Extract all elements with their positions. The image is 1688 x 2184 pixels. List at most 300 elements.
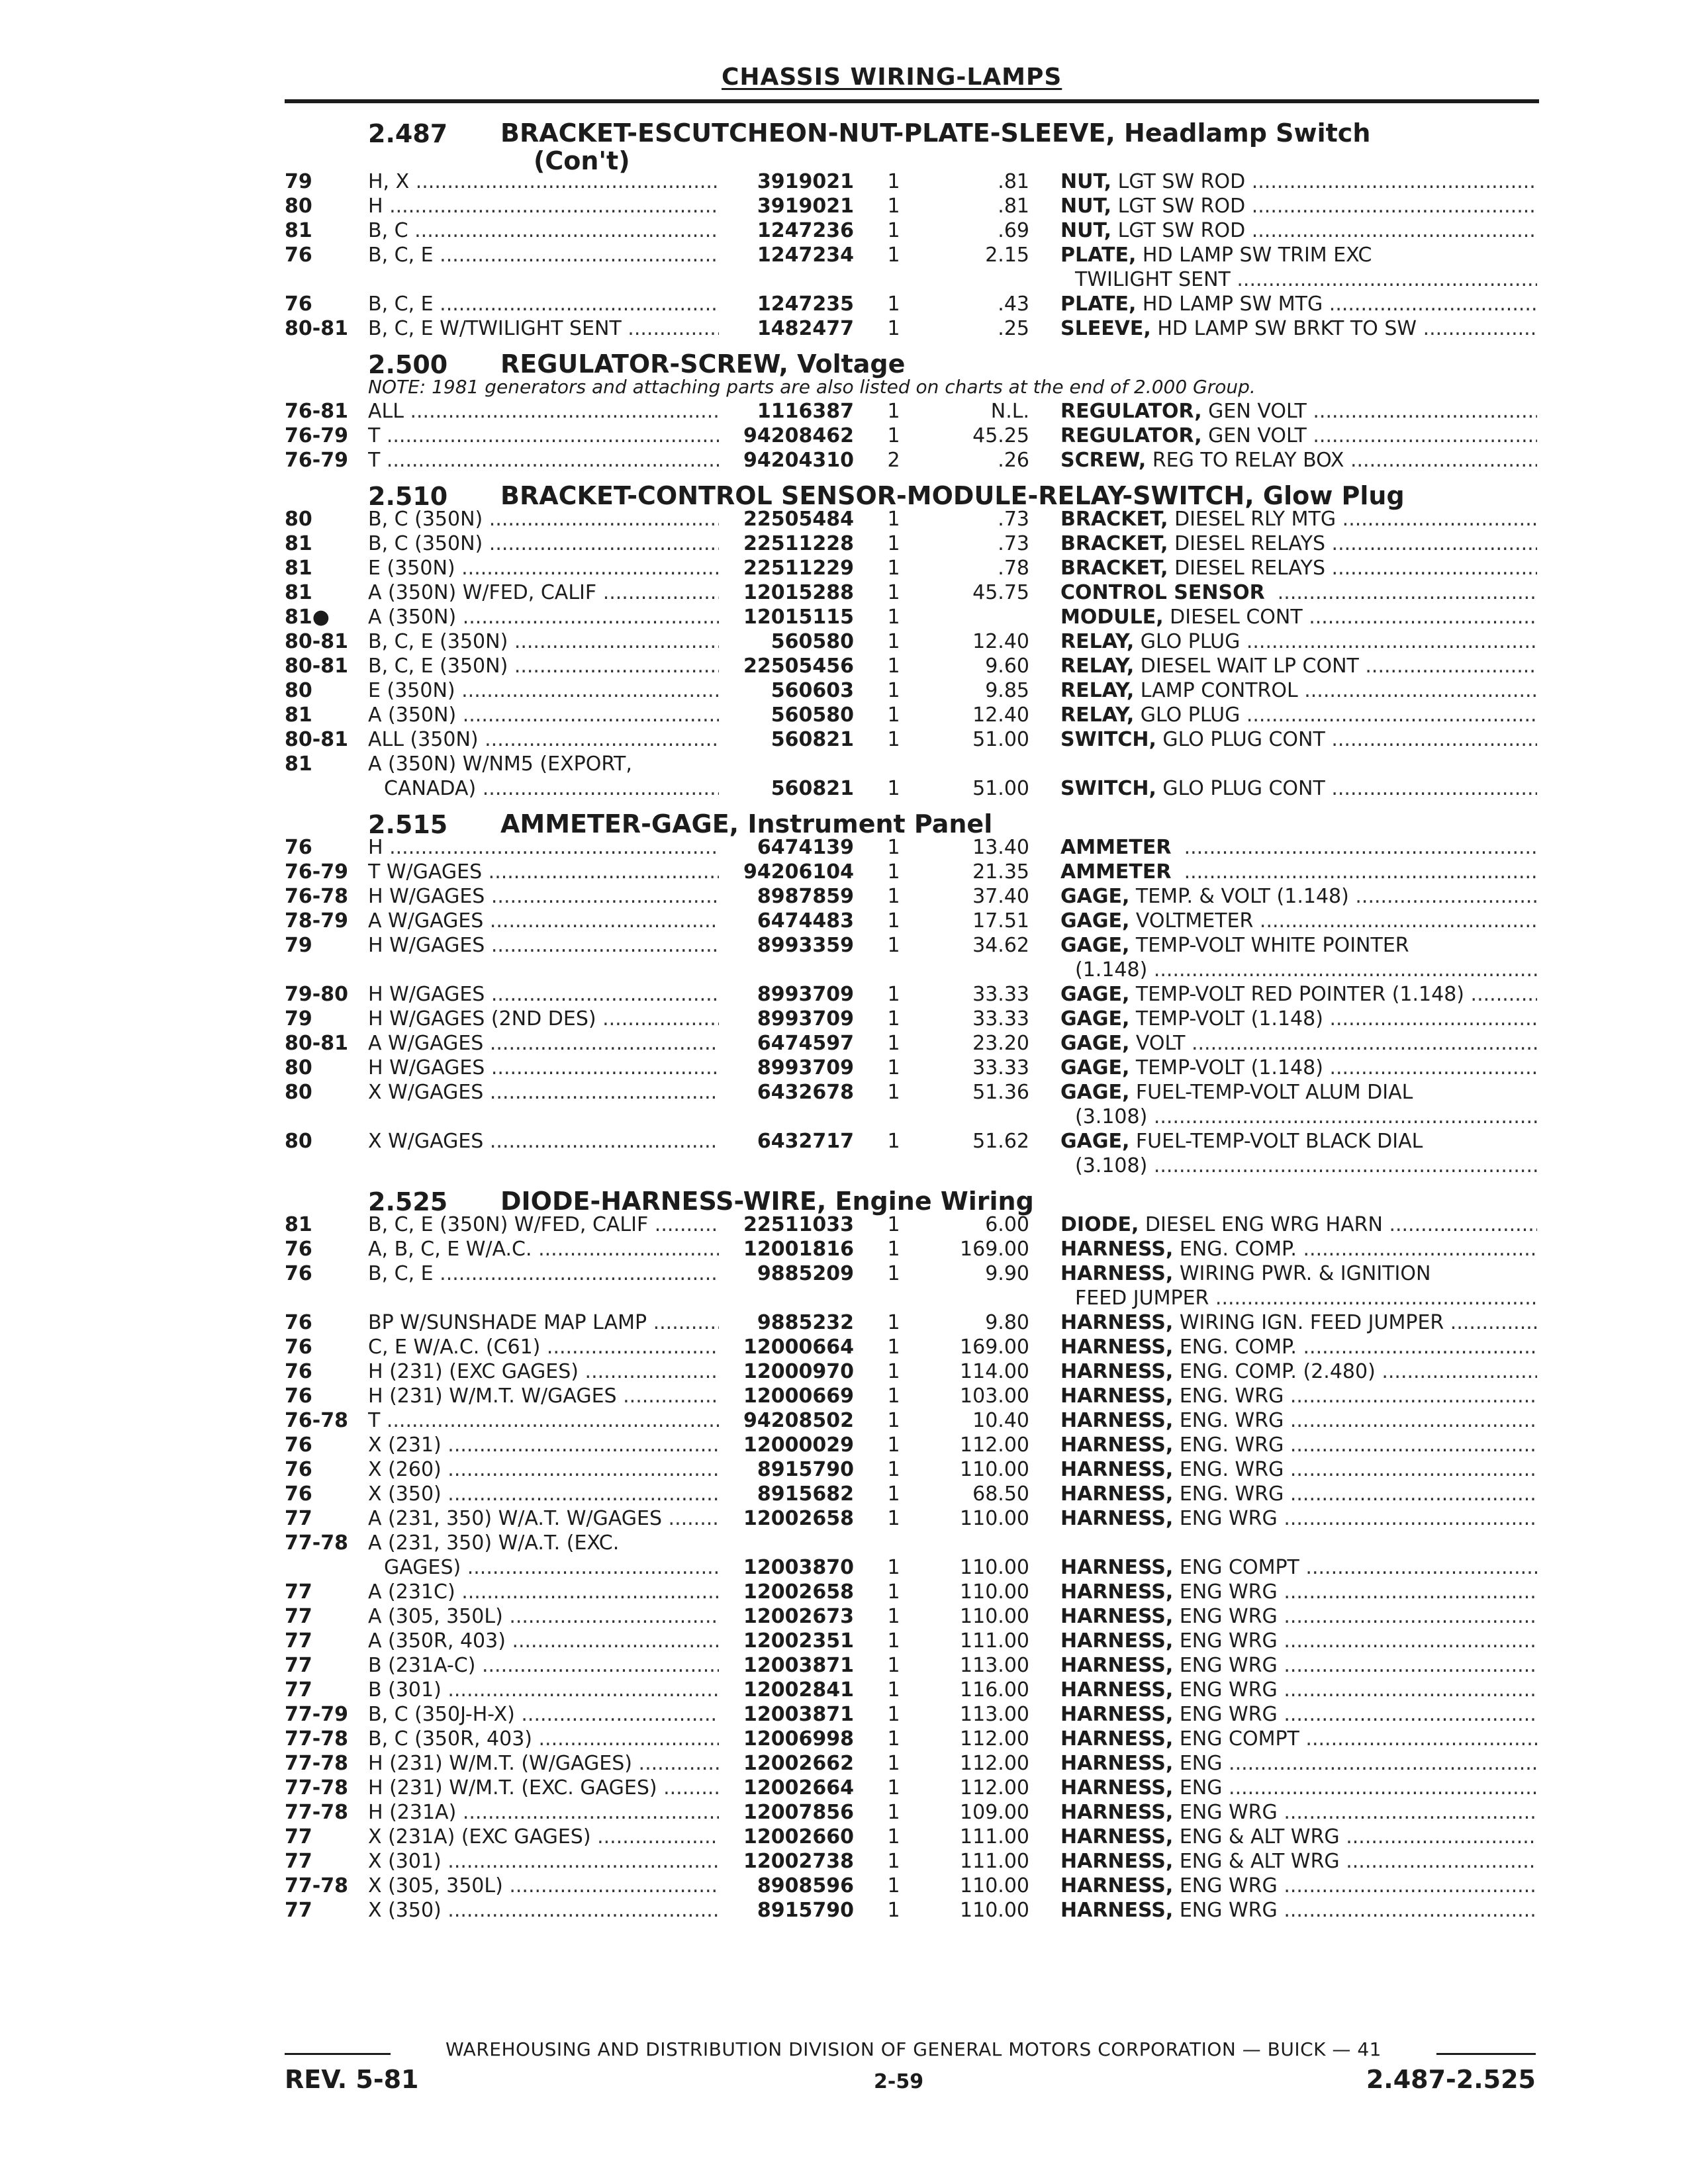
cell-description: [1060, 507, 1537, 531]
cell-price: 116.00: [960, 1678, 1029, 1702]
cell-price: 110.00: [960, 1874, 1029, 1897]
cell-model-text: H W/GAGES .....: [368, 1056, 719, 1079]
cell-quantity: 1: [887, 1752, 900, 1775]
cell-price: 21.35: [972, 860, 1029, 884]
cell-part-number: 12002841: [743, 1678, 854, 1702]
description-keyword: SLEEVE,: [1060, 317, 1151, 340]
cell-quantity: 1: [887, 1007, 900, 1030]
cell-model-text: A (231C) .....: [368, 1580, 719, 1604]
description-text: TEMP-VOLT RED POINTER (1.148): [1135, 983, 1465, 1006]
description-keyword: PLATE,: [1060, 244, 1137, 267]
cell-model-text: B, C (350N) .....: [368, 532, 719, 555]
footer-rule-left: [285, 2053, 391, 2055]
cell-description: [1060, 169, 1537, 194]
description-line1: [1060, 1556, 1537, 1579]
table-row: [0, 835, 1688, 860]
cell-price: 113.00: [960, 1654, 1029, 1677]
description-text: LGT SW ROD: [1117, 170, 1246, 193]
cell-year: 81: [285, 752, 312, 776]
section-title-main: AMMETER-GAGE,: [500, 809, 739, 839]
cell-description: [1060, 1751, 1537, 1776]
cell-description: [1060, 1212, 1537, 1237]
description-keyword: HARNESS,: [1060, 1874, 1174, 1897]
cell-quantity: 1: [887, 1629, 900, 1653]
cell-part-number: 12002664: [743, 1776, 854, 1799]
cell-quantity: 1: [887, 836, 900, 859]
cell-description: [1060, 1310, 1537, 1335]
section-title-qualifier: Headlamp Switch: [1124, 118, 1371, 148]
cell-year: 80-81: [285, 630, 348, 653]
description-text: ENG & ALT WRG: [1179, 1825, 1340, 1848]
cell-price: 23.20: [972, 1032, 1029, 1055]
cell-quantity: 1: [887, 1213, 900, 1236]
cell-model-text: X (301) .....: [368, 1850, 719, 1873]
description-text: WIRING PWR. & IGNITION: [1179, 1262, 1431, 1285]
cell-quantity: 1: [887, 1605, 900, 1628]
cell-model-text: X W/GAGES .....: [368, 1130, 719, 1153]
cell-description: [1060, 1629, 1537, 1653]
cell-model: [368, 1408, 719, 1433]
table-row: [0, 909, 1688, 933]
description-text: TEMP. & VOLT (1.148): [1135, 885, 1349, 908]
description-line1: [1060, 777, 1537, 800]
table-row: [0, 1310, 1688, 1335]
cell-year: 77: [285, 1605, 312, 1628]
section-heading: [0, 114, 1688, 175]
cell-year: 76: [285, 1238, 312, 1261]
cell-description: [1060, 1727, 1537, 1751]
cell-model: [368, 316, 719, 341]
cell-year: 80-81: [285, 655, 348, 678]
cell-price: 112.00: [960, 1776, 1029, 1799]
description-text: GLO PLUG: [1140, 704, 1241, 727]
cell-description: [1060, 1506, 1537, 1531]
table-row: [0, 507, 1688, 531]
description-line1: [1060, 1213, 1537, 1236]
cell-year: 81: [285, 704, 312, 727]
cell-price: .81: [998, 170, 1029, 193]
description-keyword: HARNESS,: [1060, 1458, 1174, 1481]
cell-description: [1060, 860, 1537, 884]
description-keyword: HARNESS,: [1060, 1850, 1174, 1873]
cell-model-text: C, E W/A.C. (C61) .....: [368, 1336, 719, 1359]
cell-model: [368, 531, 719, 556]
section-number: 2.515: [368, 810, 448, 839]
description-text: ENG. COMP.: [1179, 1238, 1297, 1261]
cell-year: 81●: [285, 606, 330, 629]
table-row: [0, 531, 1688, 556]
cell-price: 33.33: [972, 1056, 1029, 1079]
cell-year: 77-78: [285, 1801, 348, 1824]
description-keyword: HARNESS,: [1060, 1605, 1174, 1628]
description-text: DIESEL RLY MTG: [1174, 508, 1336, 531]
cell-description: [1060, 1335, 1537, 1359]
cell-model: [368, 1776, 719, 1800]
description-keyword: GAGE,: [1060, 909, 1130, 933]
cell-description: [1060, 580, 1537, 605]
cell-price: 111.00: [960, 1629, 1029, 1653]
cell-price: 169.00: [960, 1336, 1029, 1359]
description-text: HD LAMP SW MTG: [1142, 293, 1323, 316]
cell-quantity: 1: [887, 1238, 900, 1261]
cell-description: [1060, 399, 1537, 424]
cell-model-text: B, C, E (350N) .....: [368, 630, 719, 653]
cell-price: 110.00: [960, 1605, 1029, 1628]
description-line1: [1060, 557, 1537, 580]
cell-model-text: A (350N) .....: [368, 606, 719, 629]
table-row: [0, 448, 1688, 473]
cell-model: [368, 194, 719, 218]
cell-model-text: B, C, E (350N) W/FED, CALIF .....: [368, 1213, 719, 1236]
cell-price: 9.85: [985, 679, 1029, 702]
description-line1: [1060, 1899, 1537, 1922]
cell-model: [368, 556, 719, 580]
cell-year: 79: [285, 934, 312, 957]
cell-quantity: 1: [887, 1336, 900, 1359]
cell-model-text: X (350) .....: [368, 1482, 719, 1506]
cell-quantity: 1: [887, 195, 900, 218]
description-text: DIESEL WAIT LP CONT: [1140, 655, 1359, 678]
description-line2: FEED JUMPER .....: [1060, 1286, 1537, 1310]
cell-year: 80: [285, 508, 312, 531]
cell-quantity: 1: [887, 1850, 900, 1873]
cell-quantity: 1: [887, 934, 900, 957]
cell-part-number: 22511033: [743, 1213, 854, 1236]
section-number: 2.487: [368, 119, 448, 148]
cell-year: 76-78: [285, 1409, 348, 1432]
cell-price: .25: [998, 317, 1029, 340]
cell-model-line1: A (350N) W/NM5 (EXPORT,: [368, 752, 632, 776]
description-keyword: GAGE,: [1060, 885, 1130, 908]
cell-year: 76: [285, 293, 312, 316]
cell-year: 76: [285, 1336, 312, 1359]
cell-part-number: 12002658: [743, 1580, 854, 1604]
table-row: [0, 678, 1688, 703]
description-keyword: HARNESS,: [1060, 1311, 1174, 1334]
footer-publisher: WAREHOUSING AND DISTRIBUTION DIVISION OF GENERAL MOTORS CORPORATION — BUICK — 41: [445, 2038, 1382, 2060]
description-line1: [1060, 1409, 1537, 1432]
cell-quantity: 1: [887, 909, 900, 933]
cell-model-text: H W/GAGES (2ND DES) .....: [368, 1007, 719, 1030]
section-2-487: [0, 114, 1688, 341]
description-text: ENG. WRG: [1179, 1385, 1284, 1408]
cell-part-number: 560821: [771, 777, 854, 800]
cell-description: [1060, 1825, 1537, 1849]
cell-price: 110.00: [960, 1899, 1029, 1922]
description-keyword: CONTROL SENSOR: [1060, 581, 1265, 604]
cell-model: [368, 1874, 719, 1898]
cell-part-number: 1247234: [757, 244, 854, 267]
description-line1: [1060, 532, 1537, 555]
description-text: GLO PLUG CONT: [1162, 728, 1325, 751]
cell-description: [1060, 448, 1537, 473]
cell-model: [368, 218, 719, 243]
cell-price: .78: [998, 557, 1029, 580]
description-text: FUEL-TEMP-VOLT BLACK DIAL: [1135, 1130, 1423, 1153]
cell-part-number: 1247236: [757, 219, 854, 242]
cell-year: 77: [285, 1850, 312, 1873]
description-line1: [1060, 655, 1537, 678]
cell-part-number: 12002658: [743, 1507, 854, 1530]
table-row: [0, 1359, 1688, 1384]
cell-model-text: E (350N) .....: [368, 557, 719, 580]
table-row: [0, 1604, 1688, 1629]
cell-model: [368, 1751, 719, 1776]
section-continued-label: (Con't): [534, 146, 630, 175]
cell-price: .43: [998, 293, 1029, 316]
cell-year: 77: [285, 1825, 312, 1848]
cell-description: [1060, 605, 1537, 629]
description-text: ENG. WRG: [1179, 1458, 1284, 1481]
cell-model: [368, 1653, 719, 1678]
section-note: NOTE: 1981 generators and attaching parts are also listed on charts at the end of 2.000 Group.: [368, 376, 1256, 398]
cell-model-text: X (350) .....: [368, 1899, 719, 1922]
cell-model: [368, 835, 719, 860]
description-line1: [1060, 1458, 1537, 1481]
table-row: [0, 629, 1688, 654]
section-number: 2.525: [368, 1187, 448, 1216]
table-row: [0, 654, 1688, 678]
section-2-500: [0, 345, 1688, 473]
description-keyword: HARNESS,: [1060, 1899, 1174, 1922]
description-text: WIRING IGN. FEED JUMPER: [1179, 1311, 1444, 1334]
cell-description: [1060, 629, 1537, 654]
description-keyword: HARNESS,: [1060, 1433, 1174, 1457]
cell-year: 76: [285, 1458, 312, 1481]
cell-price: 10.40: [972, 1409, 1029, 1432]
description-line1: [1060, 1336, 1537, 1359]
cell-description: [1060, 1408, 1537, 1433]
cell-description: [1060, 909, 1537, 933]
description-text: DIESEL RELAYS: [1174, 532, 1325, 555]
cell-description: [1060, 678, 1537, 703]
table-row: [0, 703, 1688, 727]
description-keyword: NUT,: [1060, 219, 1112, 242]
cell-model: [368, 292, 719, 316]
cell-quantity: 1: [887, 1311, 900, 1334]
cell-quantity: 1: [887, 508, 900, 531]
description-keyword: GAGE,: [1060, 1056, 1130, 1079]
cell-description: [1060, 1653, 1537, 1678]
description-keyword: PLATE,: [1060, 293, 1137, 316]
cell-part-number: 3919021: [757, 170, 854, 193]
cell-model-text: H (231) W/M.T. (EXC. GAGES) .....: [368, 1776, 719, 1799]
table-row: [0, 1433, 1688, 1457]
description-text: ENG WRG: [1179, 1580, 1278, 1604]
cell-year: 76: [285, 1385, 312, 1408]
cell-model-text: B, C, E .....: [368, 293, 719, 316]
cell-description: [1060, 1384, 1537, 1408]
cell-part-number: 12003871: [743, 1703, 854, 1726]
cell-year: 81: [285, 581, 312, 604]
cell-price: 112.00: [960, 1727, 1029, 1751]
cell-model: [368, 243, 719, 267]
cell-model-line2: CANADA) .....: [368, 777, 719, 800]
table-row: [0, 1800, 1688, 1825]
cell-part-number: 6474139: [757, 836, 854, 859]
cell-year: 79: [285, 170, 312, 193]
table-row: [0, 399, 1688, 424]
cell-year: 80-81: [285, 1032, 348, 1055]
parts-listing: [0, 114, 1688, 1927]
section-2-525: [0, 1182, 1688, 1923]
cell-price: 51.62: [972, 1130, 1029, 1153]
description-line1: [1060, 1580, 1537, 1604]
cell-model: [368, 1849, 719, 1874]
cell-quantity: 1: [887, 1262, 900, 1285]
cell-price: 103.00: [960, 1385, 1029, 1408]
cell-model-text: E (350N) .....: [368, 679, 719, 702]
description-text: ENG WRG: [1179, 1801, 1278, 1824]
description-text: GLO PLUG: [1140, 630, 1241, 653]
cell-model: [368, 1800, 719, 1825]
cell-model-text: H .....: [368, 195, 719, 218]
cell-part-number: 12002662: [743, 1752, 854, 1775]
cell-price: 68.50: [972, 1482, 1029, 1506]
cell-part-number: 12007856: [743, 1801, 854, 1824]
cell-price: .73: [998, 532, 1029, 555]
cell-model-line1: A (231, 350) W/A.T. (EXC.: [368, 1531, 620, 1555]
cell-part-number: 560603: [771, 679, 854, 702]
table-row: [0, 1874, 1688, 1898]
cell-quantity: 1: [887, 1727, 900, 1751]
description-keyword: HARNESS,: [1060, 1482, 1174, 1506]
section-title: [500, 119, 1533, 175]
table-row: [0, 292, 1688, 316]
cell-price: 110.00: [960, 1507, 1029, 1530]
description-text: ENG. COMP. (2.480): [1179, 1360, 1376, 1383]
cell-part-number: 12002351: [743, 1629, 854, 1653]
table-row: [0, 1056, 1688, 1080]
section-title: [500, 1187, 1533, 1215]
description-line1: [1060, 293, 1537, 316]
cell-quantity: 1: [887, 606, 900, 629]
table-row: [0, 1384, 1688, 1408]
section-2-510: [0, 477, 1688, 801]
table-row: [0, 1007, 1688, 1031]
cell-part-number: 560821: [771, 728, 854, 751]
footer-section-range: 2.487-2.525: [1366, 2065, 1536, 2094]
cell-model: [368, 605, 719, 629]
description-keyword: REGULATOR,: [1060, 424, 1202, 447]
cell-model-text: T .....: [368, 424, 719, 447]
cell-model-text: BP W/SUNSHADE MAP LAMP .....: [368, 1311, 719, 1334]
description-line1: [1060, 728, 1537, 751]
cell-model-text: B, C, E .....: [368, 1262, 719, 1285]
description-text: ENG: [1179, 1776, 1223, 1799]
cell-price: 9.60: [985, 655, 1029, 678]
cell-year: 76: [285, 1311, 312, 1334]
cell-price: 13.40: [972, 836, 1029, 859]
cell-year: 79: [285, 1007, 312, 1030]
description-text: GEN VOLT: [1208, 400, 1307, 423]
description-line1: [1060, 1360, 1537, 1383]
description-line1: [1060, 1507, 1537, 1530]
table-row: [0, 580, 1688, 605]
description-keyword: AMMETER: [1060, 836, 1172, 859]
cell-year: 80: [285, 679, 312, 702]
cell-quantity: 1: [887, 630, 900, 653]
cell-price: .69: [998, 219, 1029, 242]
description-line2: (1.148) .....: [1060, 958, 1537, 982]
section-title-main: REGULATOR-SCREW,: [500, 349, 788, 379]
cell-part-number: 22505456: [743, 655, 854, 678]
section-title-qualifier: Glow Plug: [1262, 481, 1405, 510]
cell-description: [1060, 1874, 1537, 1898]
table-row: [0, 1849, 1688, 1874]
description-text: ENG WRG: [1179, 1629, 1278, 1653]
cell-part-number: 12000029: [743, 1433, 854, 1457]
cell-part-number: 22511228: [743, 532, 854, 555]
cell-price: 114.00: [960, 1360, 1029, 1383]
cell-part-number: 3919021: [757, 195, 854, 218]
cell-model: [368, 1580, 719, 1604]
description-text: ENG & ALT WRG: [1179, 1850, 1340, 1873]
table-row: [0, 1678, 1688, 1702]
cell-description: [1060, 1604, 1537, 1629]
section-heading: [0, 477, 1688, 511]
cell-model: [368, 1702, 719, 1727]
footer-page-number: 2-59: [874, 2070, 924, 2093]
cell-year: 76-79: [285, 449, 348, 472]
cell-part-number: 94206104: [743, 860, 854, 884]
cell-quantity: 1: [887, 1801, 900, 1824]
cell-model: [368, 424, 719, 448]
cell-year: 76: [285, 1360, 312, 1383]
cell-quantity: 1: [887, 1507, 900, 1530]
description-text: ENG. WRG: [1179, 1409, 1284, 1432]
description-keyword: NUT,: [1060, 195, 1112, 218]
cell-description: [1060, 1129, 1537, 1178]
description-line1: [1060, 630, 1537, 653]
cell-model-text: A (305, 350L) .....: [368, 1605, 719, 1628]
cell-description: [1060, 703, 1537, 727]
cell-model: [368, 654, 719, 678]
cell-quantity: 1: [887, 983, 900, 1006]
table-row: [0, 243, 1688, 292]
cell-part-number: 12001816: [743, 1238, 854, 1261]
description-text: LAMP CONTROL: [1140, 679, 1298, 702]
description-line1: [1060, 244, 1372, 267]
cell-quantity: 1: [887, 1776, 900, 1799]
description-line1: [1060, 1605, 1537, 1628]
cell-price: 12.40: [972, 704, 1029, 727]
cell-quantity: 1: [887, 1409, 900, 1432]
table-row: [0, 1727, 1688, 1751]
table-row: [0, 1580, 1688, 1604]
cell-description: [1060, 1007, 1537, 1031]
table-row: [0, 218, 1688, 243]
cell-model-text: H (231) W/M.T. (W/GAGES) .....: [368, 1752, 719, 1775]
cell-part-number: 8987859: [757, 885, 854, 908]
cell-year: 79-80: [285, 983, 348, 1006]
cell-model-text: H (231) (EXC GAGES) .....: [368, 1360, 719, 1383]
cell-price: 109.00: [960, 1801, 1029, 1824]
table-row: [0, 1751, 1688, 1776]
cell-price: 33.33: [972, 983, 1029, 1006]
description-keyword: HARNESS,: [1060, 1507, 1174, 1530]
cell-price: 112.00: [960, 1433, 1029, 1457]
cell-part-number: 12015288: [743, 581, 854, 604]
cell-description: [1060, 1482, 1537, 1506]
cell-price: 6.00: [985, 1213, 1029, 1236]
description-text: ENG WRG: [1179, 1703, 1278, 1726]
cell-description: [1060, 292, 1537, 316]
cell-model: [368, 1237, 719, 1261]
cell-price: 110.00: [960, 1458, 1029, 1481]
cell-year: 78-79: [285, 909, 348, 933]
cell-year: 80: [285, 195, 312, 218]
